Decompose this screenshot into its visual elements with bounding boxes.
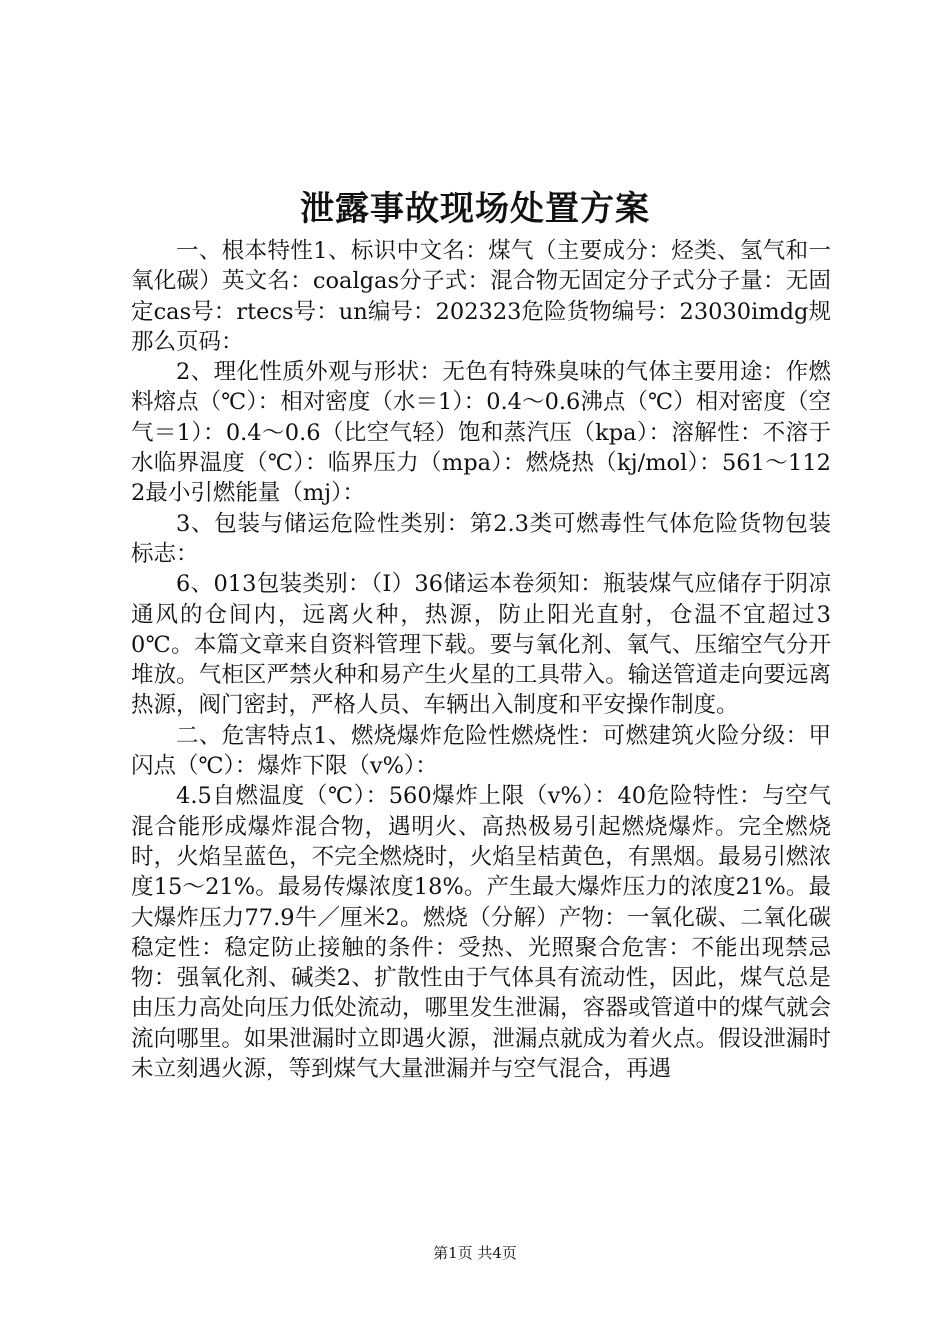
paragraph-basic-properties: 一、根本特性1、标识中文名：煤气（主要成分：烃类、氢气和一氧化碳）英文名：coalgas分子式：混合物无固定分子式分子量：无固定cas号：rtecs号：un编号：202323危险货物编号：23030imdg规那么页码： bbox=[131, 238, 831, 355]
document-body bbox=[131, 236, 831, 1084]
page-footer: 第1页 共4页 bbox=[433, 1244, 517, 1262]
document-title: 泄露事故现场处置方案 bbox=[300, 189, 650, 229]
paragraph-storage-notes: 6、013包装类别：（Ⅰ）36储运本卷须知：瓶装煤气应储存于阴凉通风的仓间内，远离火种，热源，防止阳光直射，仓温不宜超过30℃。本篇文章来自资料管理下载。要与氧化剂、氧气、压缩空气分开堆放。气柜区严禁火种和易产生火星的工具带入。输送管道走向要远离热源，阀门密封，严格人员、车辆出入制度和平安操作制度。 bbox=[131, 571, 831, 719]
paragraph-hazard-features: 二、危害特点1、燃烧爆炸危险性燃烧性：可燃建筑火险分级：甲闪点（℃）：爆炸下限（v%）： bbox=[131, 722, 831, 780]
paragraph-physical-chemical: 2、理化性质外观与形状：无色有特殊臭味的气体主要用途：作燃料熔点（℃）：相对密度（水＝1）：0.4～0.6沸点（℃）相对密度（空气＝1）：0.4～0.6（比空气轻）饱和蒸汽压（kpa）：溶解性：不溶于水临界温度（℃）：临界压力（mpa）：燃烧热（kj/mol）：561～1122最小引燃能量（mj）： bbox=[131, 359, 831, 507]
paragraph-explosion-limits: 4.5自燃温度（℃）：560爆炸上限（v%）：40危险特性：与空气混合能形成爆炸混合物，遇明火、高热极易引起燃烧爆炸。完全燃烧时，火焰呈蓝色，不完全燃烧时，火焰呈桔黄色，有黑烟。最易引燃浓度15～21%。最易传爆浓度18%。产生最大爆炸压力的浓度21%。最大爆炸压力77.9牛／厘米2。燃烧（分解）产物：一氧化碳、二氧化碳稳定性：稳定防止接触的条件：受热、光照聚合危害：不能出现禁忌物：强氧化剂、碱类2、扩散性由于气体具有流动性，因此，煤气总是由压力高处向压力低处流动，哪里发生泄漏，容器或管道中的煤气就会流向哪里。如果泄漏时立即遇火源，泄漏点就成为着火点。假设泄漏时未立刻遇火源，等到煤气大量泄漏并与空气混合，再遇 bbox=[131, 783, 831, 1083]
paragraph-packaging-storage: 3、包装与储运危险性类别：第2.3类可燃毒性气体危险货物包装标志： bbox=[131, 510, 831, 567]
